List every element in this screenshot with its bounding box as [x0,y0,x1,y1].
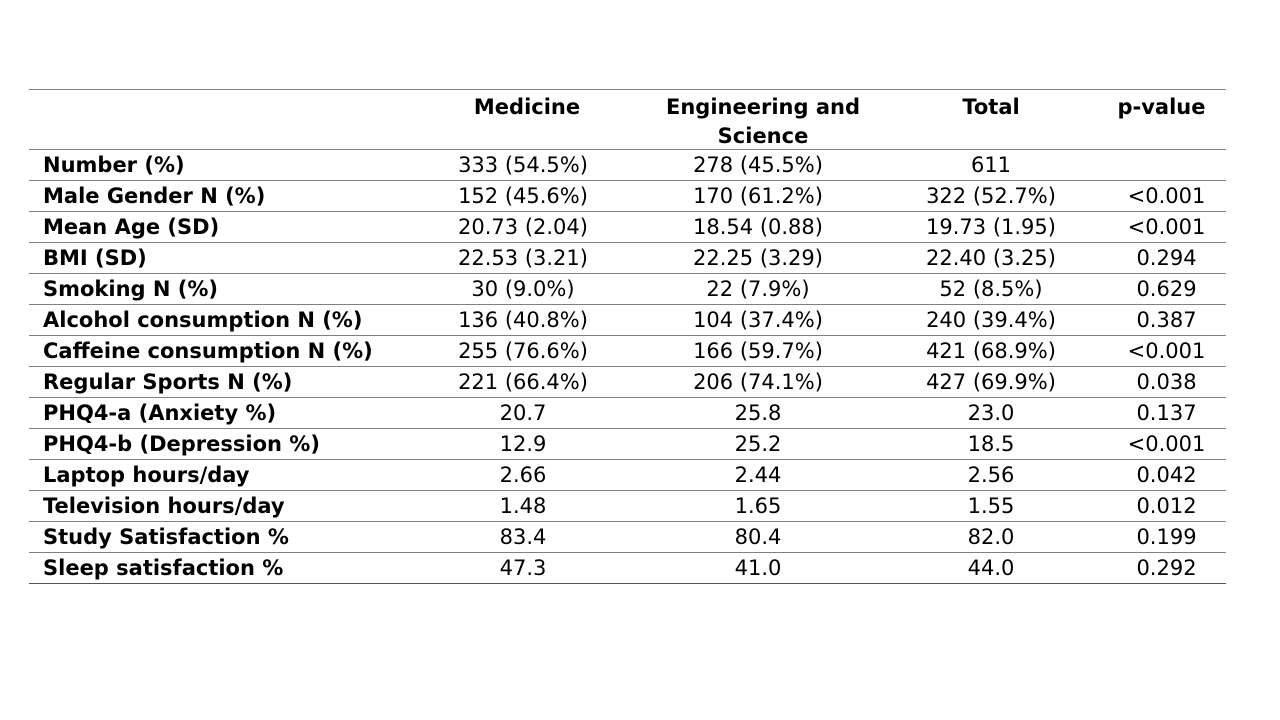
cell-medicine: 333 (54.5%) [458,152,588,177]
table-row [29,429,1226,460]
cell-total: 1.55 [967,493,1015,518]
cell-medicine: 30 (9.0%) [471,276,575,301]
cell-engineering-science: 104 (37.4%) [693,307,823,332]
cell-engineering-science: 18.54 (0.88) [693,214,823,239]
row-label: Regular Sports N (%) [43,369,293,394]
row-label: Television hours/day [43,493,285,518]
cell-p-value: <0.001 [1127,214,1206,239]
cell-p-value: 0.199 [1136,524,1197,549]
cell-total: 2.56 [967,462,1015,487]
cell-engineering-science: 41.0 [734,555,782,580]
cell-medicine: 2.66 [499,462,547,487]
cell-total: 18.5 [967,431,1015,456]
cell-medicine: 12.9 [499,431,547,456]
cell-medicine: 1.48 [499,493,547,518]
cell-medicine: 20.7 [499,400,547,425]
cell-engineering-science: 25.8 [734,400,782,425]
cell-medicine: 136 (40.8%) [458,307,588,332]
table-row [29,274,1226,305]
header-total: Total [962,95,1020,119]
table-row [29,150,1226,181]
cell-total: 44.0 [967,555,1015,580]
header-medicine: Medicine [473,95,581,119]
cell-engineering-science: 166 (59.7%) [693,338,823,363]
row-label: Sleep satisfaction % [43,555,284,580]
cell-total: 611 [970,152,1012,177]
cell-p-value: 0.629 [1136,276,1197,301]
row-label: Study Satisfaction % [43,524,289,549]
cell-p-value: 0.012 [1136,493,1197,518]
cell-medicine: 255 (76.6%) [458,338,588,363]
cell-p-value: 0.038 [1136,369,1197,394]
row-label: PHQ4-a (Anxiety %) [43,400,277,425]
cell-p-value: 0.292 [1136,555,1197,580]
table-row [29,522,1226,553]
table-row [29,181,1226,212]
cell-engineering-science: 80.4 [734,524,782,549]
table-row [29,367,1226,398]
cell-p-value: <0.001 [1127,338,1206,363]
cell-p-value: 0.387 [1136,307,1197,332]
table-row [29,398,1226,429]
cell-total: 19.73 (1.95) [926,214,1056,239]
table-row [29,212,1226,243]
cell-total: 421 (68.9%) [926,338,1056,363]
table-row [29,553,1226,584]
cell-total: 23.0 [967,400,1015,425]
row-label: Number (%) [43,152,185,177]
cell-total: 427 (69.9%) [926,369,1056,394]
row-label: Smoking N (%) [43,276,219,301]
table-row [29,491,1226,522]
cell-total: 240 (39.4%) [926,307,1056,332]
cell-total: 322 (52.7%) [926,183,1056,208]
cell-medicine: 47.3 [499,555,547,580]
row-label: PHQ4-b (Depression %) [43,431,320,456]
cell-medicine: 83.4 [499,524,547,549]
cell-engineering-science: 22 (7.9%) [706,276,810,301]
table-row [29,460,1226,491]
cell-engineering-science: 170 (61.2%) [693,183,823,208]
cell-engineering-science: 206 (74.1%) [693,369,823,394]
table-header-row [29,89,1226,150]
cell-total: 82.0 [967,524,1015,549]
row-label: Mean Age (SD) [43,214,220,239]
header-p-value: p-value [1117,95,1206,119]
cell-p-value: <0.001 [1127,183,1206,208]
header-engineering-science: Engineering and Science [666,95,860,148]
table-row [29,305,1226,336]
row-label: Alcohol consumption N (%) [43,307,363,332]
row-label: Caffeine consumption N (%) [43,338,373,363]
cell-medicine: 152 (45.6%) [458,183,588,208]
cell-engineering-science: 25.2 [734,431,782,456]
cell-engineering-science: 2.44 [734,462,782,487]
cell-total: 52 (8.5%) [939,276,1043,301]
cell-p-value: 0.137 [1136,400,1197,425]
cell-p-value: 0.042 [1136,462,1197,487]
row-label: Laptop hours/day [43,462,250,487]
cell-medicine: 22.53 (3.21) [458,245,588,270]
comparison-table [29,89,1226,584]
cell-medicine: 20.73 (2.04) [458,214,588,239]
table-body [29,150,1226,584]
cell-engineering-science: 1.65 [734,493,782,518]
row-label: Male Gender N (%) [43,183,266,208]
cell-engineering-science: 22.25 (3.29) [693,245,823,270]
cell-medicine: 221 (66.4%) [458,369,588,394]
cell-p-value: 0.294 [1136,245,1197,270]
table-row [29,336,1226,367]
cell-p-value: <0.001 [1127,431,1206,456]
cell-total: 22.40 (3.25) [926,245,1056,270]
table-row [29,243,1226,274]
cell-engineering-science: 278 (45.5%) [693,152,823,177]
row-label: BMI (SD) [43,245,147,270]
